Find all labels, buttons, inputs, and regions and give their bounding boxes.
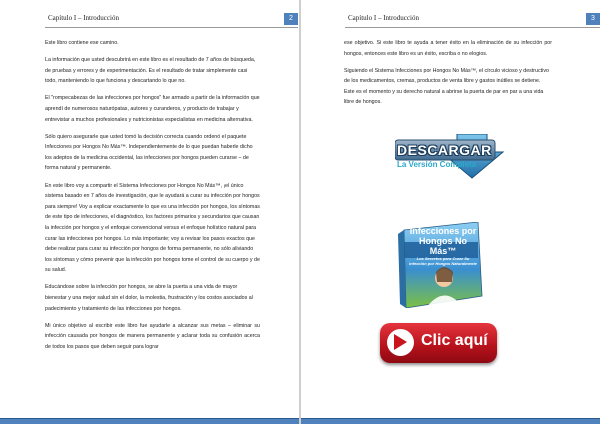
paragraph: ese objetivo. Si este libro te ayuda a tener éxito en la eliminación de su infección por hongos, entonces este libro es un éxito, escriba o no elogios. xyxy=(344,40,552,57)
click-here-label: Clic aquí xyxy=(421,332,488,349)
body-text xyxy=(344,38,552,115)
page-number: 2 xyxy=(284,13,298,25)
paragraph: Educándose sobre la infección por hongos, se abre la puerta a una vida de mayor bienestar y una mejor salud sin el dolor, la molestia, frustración y los costos asociados al padecimiento y tratamiento de las infecciones por hongos. xyxy=(45,284,253,312)
paragraph: En este libro voy a compartir el Sistema Infecciones por Hongos No Más™, ¡el único sistema basado en 7 años de investigación, que le ayudará a curar su infección por hongos para siempre! Voy a explicar exactamente lo que es una infección por hongos, los síntomas de este tipo de infecciones, el diagnóstico, los factores primarios y secundarios que causan la infección por hongos y el enfoque convencional versus el enfoque holístico natural para curar las infecciones por hongos. Lo más importante; voy a revisar los pasos exactos que debe realizar para curar su infección por hongos de forma permanente, no sólo aliviando los síntomas y cómo prevenir que la infección por hongos tome el control de su cuerpo y de su salud. xyxy=(45,182,260,274)
paragraph: El "rompecabezas de las infecciones por hongos" fue armado a partir de la información que aprendí de numerosos naturópatas, autores y curanderos, y producto de trabajar y entrevistar a muchos profesionales y nutricionistas especialistas en medicina alternativa. xyxy=(45,95,260,123)
click-here-button[interactable] xyxy=(380,323,497,363)
download-label: DESCARGAR xyxy=(397,142,492,158)
paragraph: Este libro contiene ese camino. xyxy=(45,40,119,46)
page-footer-bar xyxy=(301,418,600,424)
chapter-title: Capítulo I – Introducción xyxy=(348,14,419,22)
right-page xyxy=(301,0,600,424)
page-number: 3 xyxy=(586,13,600,25)
paragraph: Mi único objetivo al escribir este libro fue ayudarle a alcanzar sus metas – eliminar su infección causada por hongos de manera permanente y aclarar toda su confusión acerca de todos los pasos que deben seguir para lograr xyxy=(45,322,260,350)
page-footer-bar xyxy=(0,418,299,424)
full-version-label: La Versión Completa xyxy=(397,160,477,169)
paragraph: Siguiendo el Sistema Infecciones por Hongos No Más™, el círculo vicioso y destructivo de los medicamentos, cremas, productos de venta libre y gastos inútiles se detiene. Este es el momento y su derecho natural a abrirse la puerta de par en par a una vida libre de hongos. xyxy=(344,67,549,106)
book-subtitle: Los Secretos para Curar Su Infección por Hongos Naturalmente xyxy=(409,256,477,266)
play-arrow-icon xyxy=(394,334,407,350)
book-title: Infecciones por Hongos No Más™ xyxy=(409,226,477,256)
body-text xyxy=(45,38,260,359)
paragraph: Sólo quiero asegurarle que usted tomó la decisión correcta cuando ordenó el paquete Infecciones por Hongos No Más™. Independientemente de lo que puedan haberle dicho los adeptos de la medicina occidental, las infecciones por hongos pueden curarse – de forma natural y permanente. xyxy=(45,133,253,172)
chapter-title: Capítulo I – Introducción xyxy=(48,14,119,22)
book-cover-image xyxy=(396,222,488,308)
paragraph: La información que usted descubrirá en este libro es el resultado de 7 años de búsqueda, de pruebas y errores y de experimentación. Es el resultado de tratar simplemente casi todo, manteniendo lo que funciona y descartando lo que no. xyxy=(45,57,256,85)
left-page xyxy=(0,0,299,424)
page-header xyxy=(45,13,298,28)
page-header xyxy=(345,13,600,28)
